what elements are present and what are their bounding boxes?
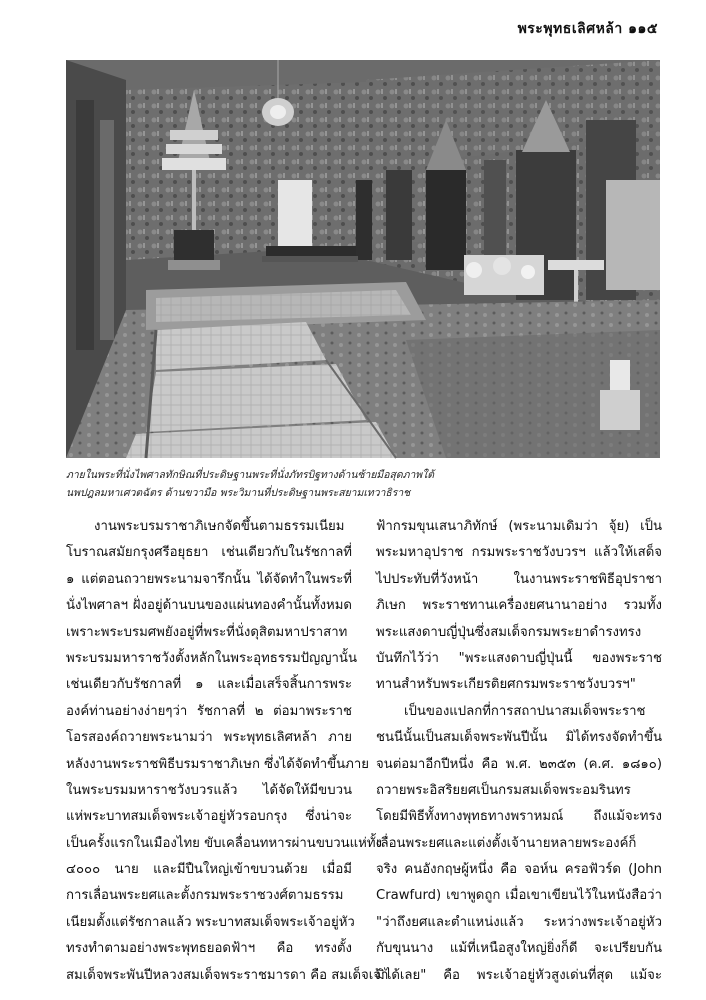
caption-line: นพปฎลมหาเศวตฉัตร ด้านขวามือ พระวิมานที่ประดิษฐานพระสยามเทวาธิราช — [66, 487, 411, 499]
text-line: ชนนีนั้นเป็นสมเด็จพระพันปีนั้น มิได้ทรงจัดทำขึ้น — [376, 730, 662, 746]
text-line: งานพระบรมราชาภิเษกจัดขึ้นตามธรรมเนียม — [94, 519, 345, 534]
text-line: โดยมีพิธีทั้งทางพุทธทางพราหมณ์ ถึงแม้จะทรง — [376, 809, 662, 825]
text-line: องค์ท่านอย่างง่ายๆว่า รัชกาลที่ ๒ ต่อมาพระราช — [66, 703, 352, 719]
text-line: เพราะพระบรมศพยังอยู่ที่พระที่นั่งดุสิตมหาปราสาท — [66, 624, 348, 640]
photo-caption — [66, 466, 660, 502]
text-line: ไปประทับที่วังหน้า ในงานพระราชพิธีอุปราชา — [376, 571, 662, 587]
text-line: พระบรมมหาราชวังตั้งหลักในพระอุทธรรมปัญญานั้น — [66, 650, 357, 666]
text-line: ทานสำหรับพระเกียรติยศกรมพระราชวังบวรฯ" — [376, 677, 636, 693]
text-line: ถวายพระอิสริยยศเป็นกรมสมเด็จพระอมรินทร — [376, 782, 631, 798]
text-line: การเลื่อนพระยศและตั้งกรมพระราชวงศ์ตามธรรม — [66, 888, 344, 904]
text-line: ทรงทำตามอย่างพระพุทธยอดฟ้าฯ คือ ทรงตั้ง — [66, 941, 352, 957]
text-line: โบราณสมัยกรุงศรีอยุธยา เช่นเดียวกับในรัชกาลที่ — [66, 545, 352, 561]
text-line: กับขุนนาง แม้ที่เหนือสูงใหญ่ยิ่งก็ดี จะเปรียบกัน — [376, 941, 662, 957]
text-line: พระมหาอุปราช กรมพระราชวังบวรฯ แล้วให้เสด็จ — [376, 545, 662, 561]
text-line: ภิเษก พระราชทานเครื่องยศนานาอย่าง รวมทั้ง — [376, 598, 662, 614]
caption-line: ภายในพระที่นั่งไพศาลทักษิณที่ประดิษฐานพระที่นั่งภัทรบิฐทางด้านซ้ายมือสุดภาพใต้ — [66, 469, 434, 481]
text-line: บันทึกไว้ว่า "พระแสงดาบญี่ปุ่นนี้ ของพระราช — [376, 650, 662, 666]
text-line: จนต่อมาอีกปีหนึ่ง คือ พ.ศ. ๒๓๕๓ (ค.ศ. ๑๘๑๐) — [376, 756, 662, 772]
text-line: ๔๐๐๐ นาย และมีปืนใหญ่เข้าขบวนด้วย เมื่อมี — [66, 862, 352, 878]
text-line: พระแสงดาบญี่ปุ่นซึ่งสมเด็จกรมพระยาดำรงทรง — [376, 624, 642, 640]
text-line: เป็นครั้งแรกในเมืองไทย ขับเคลื่อนทหารผ่านขบวนแห่ทั้ง — [66, 835, 382, 851]
running-header: พระพุทธเลิศหล้า ๑๑๕ — [517, 21, 658, 37]
text-line: เป็นของแปลกที่การสถาปนาสมเด็จพระราช — [404, 703, 646, 719]
text-line: "ว่าถึงยศและตำแหน่งแล้ว ระหว่างพระเจ้าอยู่หัว — [376, 914, 662, 930]
text-line: Crawfurd) เขาพูดถูก เมื่อเขาเขียนไว้ในหนังสือว่า — [376, 888, 662, 904]
throne-hall-photo — [66, 60, 660, 458]
text-line: ในพระบรมมหาราชวังบวรแล้ว ได้จัดให้มีขบวน — [66, 782, 352, 798]
text-line: ๑ แต่ตอนถวายพระนามจารึกนั้น ได้จัดทำในพระที่ — [66, 571, 352, 587]
text-line: แห่พระบาทสมเด็จพระเจ้าอยู่หัวรอบกรุง ซึ่งน่าจะ — [66, 809, 352, 825]
body-column-right — [376, 514, 662, 989]
text-line: มิได้เลย" คือ พระเจ้าอยู่หัวสูงเด่นที่สุด แม้จะ — [376, 967, 662, 983]
text-line: ฟ้ากรมขุนเสนาภิทักษ์ (พระนามเดิมว่า จุ้ย) เป็น — [376, 519, 662, 534]
body-column-left — [66, 514, 389, 989]
text-line: โอรสองค์ถวายพระนามว่า พระพุทธเลิศหล้า ภาย — [66, 730, 352, 746]
text-line: เนียมตั้งแต่รัชกาลแล้ว พระบาทสมเด็จพระเจ้าอยู่หัว — [66, 914, 355, 930]
text-line: จริง คนอังกฤษผู้หนึ่ง คือ จอห์น ครอฟัวร์ด (John — [376, 862, 662, 878]
text-line: สมเด็จพระพันปีหลวงสมเด็จพระราชมารดา คือ สมเด็จเจ้า — [66, 967, 389, 983]
text-line: เลื่อนพระยศและแต่งตั้งเจ้านายหลายพระองค์ก็ — [376, 835, 637, 851]
text-line: นั่งไพศาลฯ ฝั่งอยู่ด้านบนของแผ่นทองคำนั้นทั้งหมด — [66, 598, 352, 614]
text-line: หลังงานพระราชพิธีบรมราชาภิเษก ซึ่งได้จัดทำขึ้นภาย — [66, 756, 370, 772]
text-line: เช่นเดียวกับรัชกาลที่ ๑ และเมื่อเสร็จสิ้นการพระ — [66, 677, 352, 693]
